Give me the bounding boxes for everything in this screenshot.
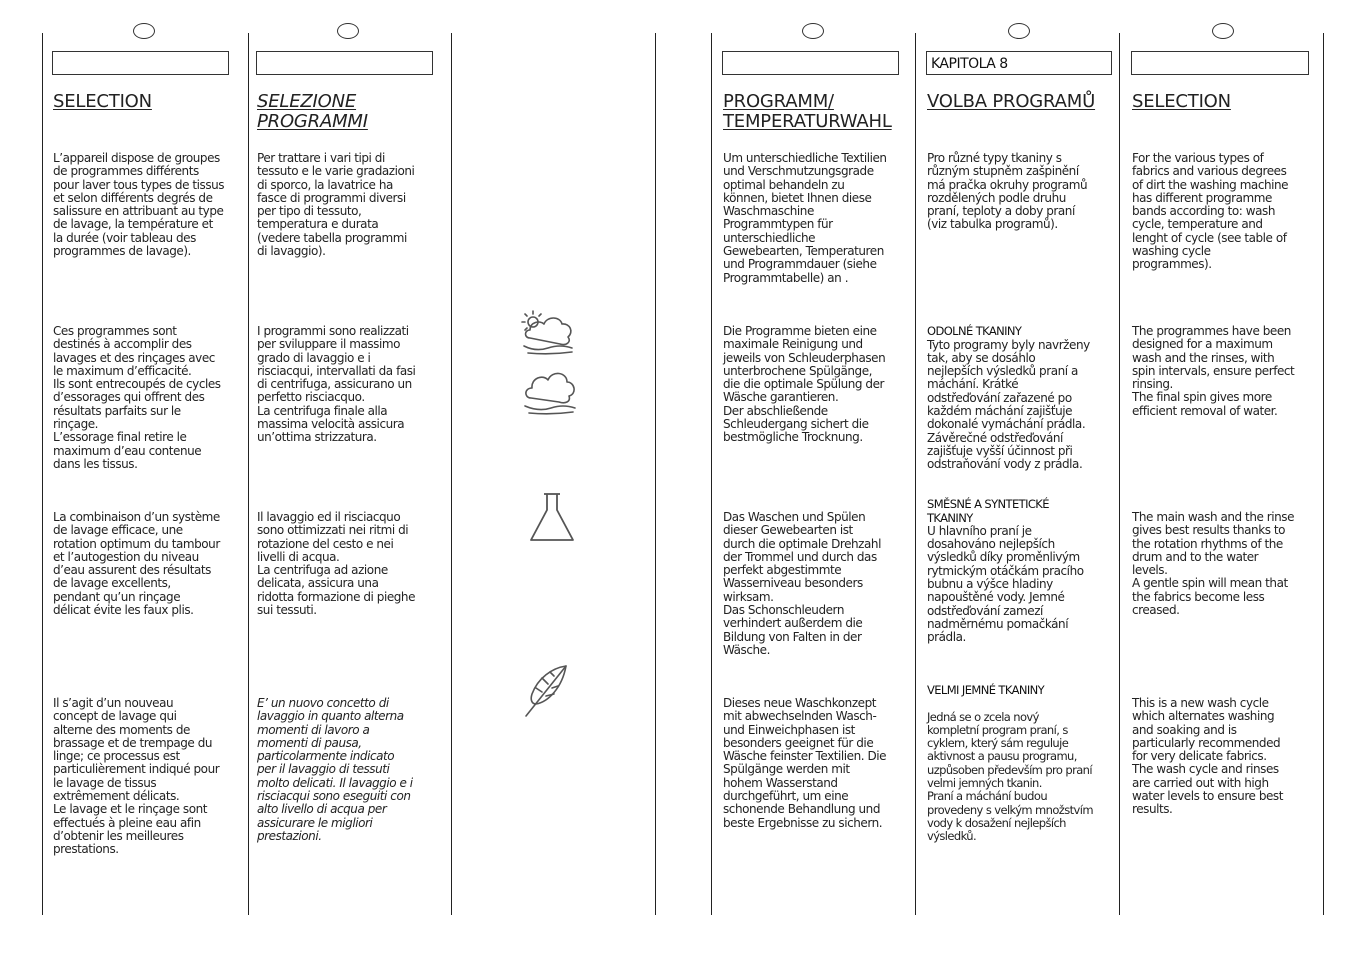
flask-icon [528,492,576,544]
section-title-it: SELEZIONE PROGRAMMI [257,91,368,132]
column-rule [451,33,452,915]
section-cz-2 [927,312,1090,472]
column-rule [248,33,249,915]
paragraph-it-4: E’ un nuovo concetto di lavaggio in quanto alterna momenti di lavoro a momenti di pausa, particolarmente indicato per il lavaggio di tessuti molto delicati. Il lavaggio e i risciacqui sono eseguiti con alto livello di acqua per assicurare le migliori prestazioni. [257,696,413,843]
paragraph-fr-1: L’appareil dispose de groupes de programmes différents pour laver tous types de tissus et selon différents degrés de salissure en attribuant au type de lavage, la température et la durée (voir tableau des programmes de lavage). [53,151,225,259]
page-marker-circle [1008,23,1030,39]
paragraph-cz-4: Jedná se o zcela nový kompletní program praní, s cyklem, který sám reguluje aktivnost a pausu programu, uzpůsoben především pro praní velmi jemných tkanin. Praní a máchání budou provedeny s velkým množstvím vody k dosažení nejlepších výsledků. [927,709,1093,844]
paragraph-en-4: This is a new wash cycle which alternates washing and soaking and is particularly recommended for very delicate fabrics. The wash cycle and rinses are carried out with high water levels to ensure best results. [1132,696,1283,817]
chapter-box-fr [52,51,229,75]
paragraph-fr-4: Il s’agit d’un nouveau concept de lavage qui alterne des moments de brassage et de trempage du linge; ce processus est particulièrement indiqué pour le lavage de tissus extrêmement délicats. Le lavage et le rinçage sont effectués à pleine eau afin d’obtenir les meilleures prestations. [53,696,220,857]
subheading-cz-3: VELMI JEMNÉ TKANINY [927,683,1045,698]
column-rule [655,33,656,915]
paragraph-de-3: Das Waschen und Spülen dieser Gewebearten ist durch die optimale Drehzahl der Trommel und durch das perfekt abgestimmte Wasserniveau besonders wirksam. Das Schonschleudern verhindert außerdem die Bildung von Falten in der Wäsche. [723,510,881,657]
section-cz-3 [927,485,1084,645]
chapter-box-it [256,51,433,75]
page-marker-circle [802,23,824,39]
feather-icon [522,664,570,718]
sun-cloud-wash-icon [516,308,578,356]
cloud-wash-icon [521,368,577,416]
page-marker-circle [133,23,155,39]
paragraph-de-2: Die Programme bieten eine maximale Reinigung und jeweils von Schleuderphasen unterbrochene Spülgänge, die die optimale Spülung der Wäsche garantieren. Der abschließende Schleudergang sichert die bestmögliche Trocknung. [723,324,886,445]
chapter-box-de [722,51,899,75]
paragraph-it-2: I programmi sono realizzati per sviluppare il massimo grado di lavaggio e i risciacqui, intervallati da fasi di centrifuga, assicurano un perfetto risciacquo. La centrifuga finale alla massima velocità assicura un’ottima strizzatura. [257,324,416,445]
column-rule [1119,33,1120,915]
paragraph-fr-3: La combinaison d’un système de lavage efficace, une rotation optimum du tambour et l’autogestion du niveau d’eau assurent des résultats de lavage excellents, pendant qu’un rinçage délicat évite les faux plis. [53,510,220,618]
section-title-en: SELECTION [1132,91,1231,112]
paragraph-it-3: Il lavaggio ed il risciacquo sono ottimizzati nei ritmi di rotazione del cesto e nei livelli di acqua. La centrifuga ad azione delicata, assicura una ridotta formazione di pieghe sui tessuti. [257,510,416,618]
paragraph-en-2: The programmes have been designed for a maximum wash and the rinses, with spin intervals, ensure perfect rinsing. The final spin gives more efficient removal of water. [1132,324,1295,418]
column-rule [42,33,43,915]
section-title-de: PROGRAMM/ TEMPERATURWAHL [723,91,892,132]
paragraph-cz-3: U hlavního praní je dosahováno nejlepších výsledků díky proměnlivým rytmickým otáčkám pracího bubnu a výšce hladiny napouštěné vody. Jemné odstřeďování zamezí nadměrnému pomačkání prádla. [927,523,1084,645]
paragraph-it-1: Per trattare i vari tipi di tessuto e le varie gradazioni di sporco, la lavatrice ha fasce di programmi diversi per tipo di tessuto, temperatura e durata (vedere tabella programmi di lavaggio). [257,151,415,259]
paragraph-de-1: Um unterschiedliche Textilien und Verschmutzungsgrade optimal behandeln zu können, bietet Ihnen diese Waschmaschine Programmtypen für unterschiedliche Gewebearten, Temperaturen und Programmdauer (siehe Programmtabelle) an . [723,151,887,285]
section-cz-4 [927,671,1093,844]
section-title-cz: VOLBA PROGRAMŮ [927,91,1096,112]
page-marker-circle [337,23,359,39]
chapter-box-cz: KAPITOLA 8 [926,51,1112,75]
paragraph-cz-2: Tyto programy byly navrženy tak, aby se dosáhlo nejlepších výsledků praní a máchání. Krátké odstřeďování zařazené po každém máchání zajišťuje dokonalé vymáchání prádla. Závěrečné odstřeďování zajišťuje vyšší účinnost při odstraňování vody z prádla. [927,337,1090,472]
paragraph-fr-2: Ces programmes sont destinés à accomplir des lavages et des rinçages avec le maximum d’efficacité. Ils sont entrecoupés de cycles d’essorages qui offrent des résultats parfaits sur le rinçage. L’essorage final retire le maximum d’eau contenue dans les tissus. [53,324,221,471]
column-rule [711,33,712,915]
paragraph-de-4: Dieses neue Waschkonzept mit abwechselnden Wasch- und Einweichphasen ist besonders geeignet für die Wäsche feinster Textilien. Die Spülgänge werden mit hohem Wasserstand durchgeführt, um eine schonende Behandlung und beste Ergebnisse zu sichern. [723,696,887,830]
chapter-box-en [1131,51,1309,75]
subheading-cz-2: SMĚSNÉ A SYNTETICKÉ TKANINY [927,497,1049,525]
section-title-fr: SELECTION [53,91,152,112]
column-rule [1323,33,1324,915]
paragraph-en-3: The main wash and the rinse gives best results thanks to the rotation rhythms of the drum and to the water levels. A gentle spin will mean that the fabrics become less creased. [1132,510,1295,618]
paragraph-cz-1: Pro různé typy tkaniny s různým stupněm zašpinění má pračka okruhy programů rozdělených podle druhu praní, teploty a doby praní (viz tabulka programů). [927,151,1088,232]
subheading-cz-1: ODOLNÉ TKANINY [927,324,1022,339]
column-rule [915,33,916,915]
paragraph-en-1: For the various types of fabrics and various degrees of dirt the washing machine has different programme bands according to: wash cycle, temperature and lenght of cycle (see table of washing cycle programmes). [1132,151,1289,272]
page-marker-circle [1212,23,1234,39]
